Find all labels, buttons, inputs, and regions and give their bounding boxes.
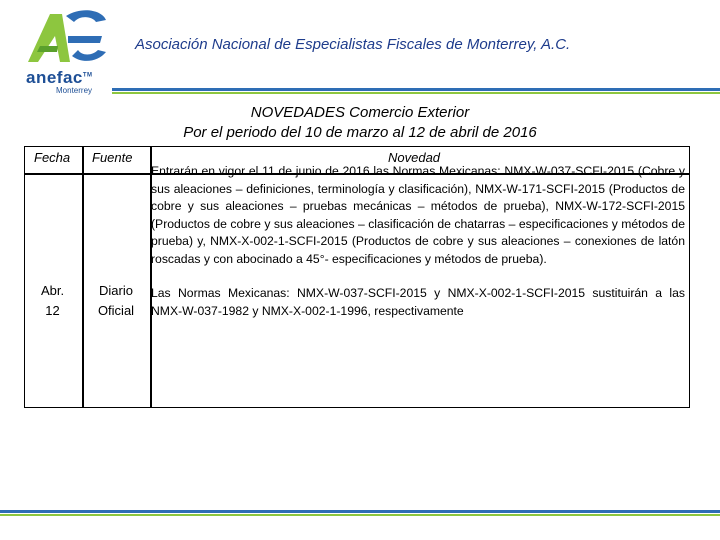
column-header-fuente: Fuente [92,150,133,165]
table-cell-novedad [151,163,685,320]
document-title-line1: NOVEDADES Comercio Exterior [250,104,470,121]
brand-name: anefac™ [26,68,93,87]
document-title-line2: Por el periodo del 10 de marzo al 12 de abril de 2016 [183,124,537,141]
fuente-line2: Oficial [97,303,135,318]
anefac-ae-logo-icon [22,6,114,68]
footer-divider-blue [0,510,720,513]
table-cell-fecha [24,281,81,321]
novedad-paragraph-2: Las Normas Mexicanas: NMX-W-037-SCFI-2015 y NMX-X-002-1-SCFI-2015 sustituirán a las NMX-W-037-1982 y NMX-X-002-1-1996, respectivamente [151,286,685,318]
fuente-line1: Diario [99,283,133,298]
organization-title: Asociación Nacional de Especialistas Fiscales de Monterrey, A.C. [135,36,571,53]
novedad-paragraph-1: Entrarán en vigor el 11 de junio de 2016 las Normas Mexicanas: NMX-W-037-SCFI-2015 (Cobre y sus aleaciones – definiciones, terminología y clasificación), NMX-W-171-SCFI-2015 (Productos de cobre y sus aleaciones – pruebas mecánicas – métodos de prueba), NMX-W-172-SCFI-2015 (Productos de cobre y sus aleaciones – clasificación de chatarras – especificaciones y métodos de prueba) y, NMX-X-002-1-SCFI-2015 (Productos de cobre y sus aleaciones – conexiones de latón roscadas y con abocinado a 45°- especificaciones y métodos de prueba). [151,164,685,266]
fecha-line1: Abr. [40,283,65,298]
header-divider-blue [112,88,720,91]
column-header-fecha: Fecha [34,150,71,165]
header-divider-green [112,92,720,94]
table-divider [82,147,84,407]
table-cell-fuente [82,281,150,321]
column-header-novedad: Novedad [388,150,441,165]
anefac-logo [18,6,118,95]
document-title [0,103,720,143]
footer-divider-green [0,514,720,516]
fecha-line2: 12 [45,303,60,318]
brand-city: Monterrey [56,86,93,95]
